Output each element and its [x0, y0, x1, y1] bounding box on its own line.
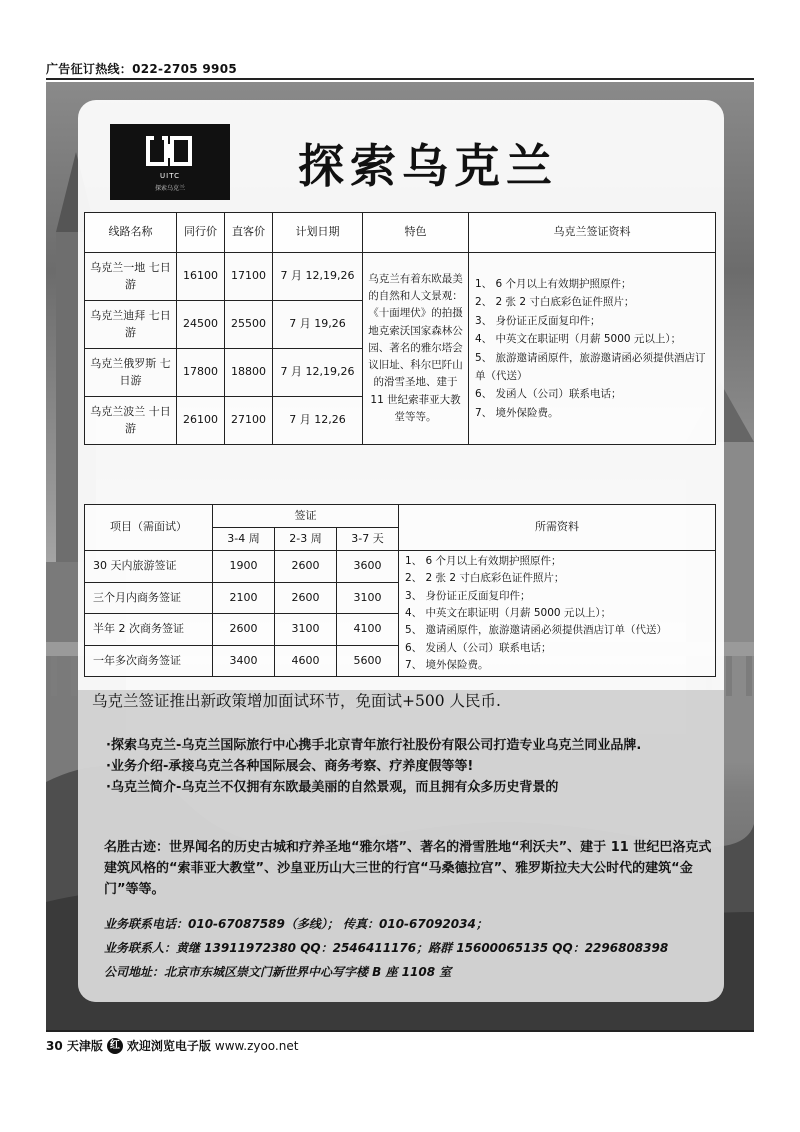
table-row — [85, 253, 716, 301]
route-peer-price: 17800 — [177, 349, 225, 397]
route-peer-price: 24500 — [177, 301, 225, 349]
logo-mark-icon — [146, 134, 194, 170]
header-visa: 签证 — [213, 505, 399, 528]
route-dates: 7 月 12,26 — [273, 397, 363, 445]
visa-doc-item: 1、 6 个月以上有效期护照原件； — [475, 278, 632, 290]
doc-item: 2、 2 张 2 寸白底彩色证件照片； — [405, 572, 565, 585]
route-direct-price: 25500 — [225, 301, 273, 349]
required-docs — [399, 551, 716, 677]
routes-table — [84, 212, 716, 445]
header-direct-price: 直客价 — [225, 213, 273, 253]
footer-text: 欢迎浏览电子版 — [126, 1039, 211, 1053]
route-name: 乌克兰迪拜 七日游 — [85, 301, 177, 349]
visa-price: 3600 — [337, 551, 399, 583]
contact-address: 公司地址：北京市东城区崇文门新世界中心写字楼 B 座 1108 室 — [104, 965, 452, 979]
visa-price: 3400 — [213, 645, 275, 677]
doc-item: 6、 发函人（公司）联系电话； — [405, 641, 552, 654]
bullet-item: ·乌克兰简介-乌克兰不仅拥有东欧最美丽的自然景观，而且拥有众多历史背景的 — [106, 779, 559, 795]
doc-item: 4、 中英文在职证明（月薪 5000 元以上）； — [405, 606, 612, 619]
header-features: 特色 — [363, 213, 469, 253]
ad-hotline: 广告征订热线：022-2705 9905 — [46, 62, 238, 76]
footer-page: 30 天津版 — [46, 1039, 103, 1053]
visa-policy-notice: 乌克兰签证推出新政策增加面试环节，免面试+500 人民币. — [92, 692, 501, 710]
logo-text-cn: 探索乌克兰 — [154, 185, 185, 192]
visa-price: 2100 — [213, 582, 275, 614]
visa-price: 2600 — [213, 614, 275, 646]
header-dates: 计划日期 — [273, 213, 363, 253]
visa-doc-item: 2、 2 张 2 寸白底彩色证件照片； — [475, 296, 635, 309]
visa-doc-item: 7、 境外保险费。 — [475, 406, 559, 419]
header-route-name: 线路名称 — [85, 213, 177, 253]
contact-phone: 业务联系电话：010-67087589（多线）； 传真：010-67092034； — [104, 917, 488, 931]
route-visa-docs — [469, 253, 716, 445]
route-peer-price: 26100 — [177, 397, 225, 445]
visa-price: 2600 — [275, 582, 337, 614]
header-item: 项目（需面试） — [85, 505, 213, 551]
visa-type: 三个月内商务签证 — [85, 582, 213, 614]
page-title: 探索乌克兰 — [298, 139, 558, 193]
visa-price: 3100 — [275, 614, 337, 646]
uitc-logo — [110, 124, 230, 200]
visa-table — [84, 504, 716, 677]
table-row — [85, 551, 716, 583]
bullet-item: ·业务介绍-承接乌克兰各种国际展会、商务考察、疗养度假等等! — [106, 758, 474, 774]
doc-item: 1、 6 个月以上有效期护照原件； — [405, 555, 562, 567]
visa-price: 3100 — [337, 582, 399, 614]
route-direct-price: 27100 — [225, 397, 273, 445]
route-name: 乌克兰波兰 十日游 — [85, 397, 177, 445]
landmarks-paragraph: 名胜古迹：世界闻名的历史古城和疗养圣地“雅尔塔”、著名的滑雪胜地“利沃夫”、建于 11 世纪巴洛克式建筑风格的“索菲亚大教堂”、沙皇亚历山大三世的行宫“马桑德拉宫”、雅罗斯拉夫大公时代的建筑“金门”等等。 — [104, 840, 712, 897]
visa-doc-item: 3、 身份证正反面复印件； — [475, 314, 601, 327]
header-peer-price: 同行价 — [177, 213, 225, 253]
visa-price: 5600 — [337, 645, 399, 677]
route-peer-price: 16100 — [177, 253, 225, 301]
period-header: 2-3 周 — [275, 528, 337, 551]
visa-price: 1900 — [213, 551, 275, 583]
header-visa-docs: 乌克兰签证资料 — [469, 213, 716, 253]
visa-doc-item: 6、 发函人（公司）联系电话； — [475, 388, 622, 401]
route-name: 乌克兰一地 七日游 — [85, 253, 177, 301]
top-rule — [46, 78, 754, 80]
badge-icon: 红 — [107, 1038, 123, 1054]
route-features: 乌克兰有着东欧最美的自然和人文景观：《十面埋伏》的拍摄地克索沃国家森林公园、著名的雅尔塔会议旧址、科尔巴阡山的滑雪圣地、建于 11 世纪索菲亚大教堂等等。 — [363, 253, 469, 445]
footer-url[interactable]: www.zyoo.net — [214, 1038, 299, 1053]
route-name: 乌克兰俄罗斯 七日游 — [85, 349, 177, 397]
route-dates: 7 月 19,26 — [273, 301, 363, 349]
visa-type: 一年多次商务签证 — [85, 645, 213, 677]
visa-price: 2600 — [275, 551, 337, 583]
bottom-rule — [46, 1030, 754, 1032]
visa-price: 4600 — [275, 645, 337, 677]
contact-people: 业务联系人：黄继 13911972380 QQ：2546411176；路群 15600065135 QQ：2296808398 — [104, 941, 669, 955]
period-header: 3-7 天 — [337, 528, 399, 551]
contact-info — [104, 912, 716, 984]
doc-item: 7、 境外保险费。 — [405, 658, 489, 671]
route-direct-price: 18800 — [225, 349, 273, 397]
doc-item: 3、 身份证正反面复印件； — [405, 589, 531, 602]
route-direct-price: 17100 — [225, 253, 273, 301]
bullet-item: ·探索乌克兰-乌克兰国际旅行中心携手北京青年旅行社股份有限公司打造专业乌克兰同业品牌. — [106, 738, 642, 753]
intro-bullets — [106, 736, 710, 798]
route-dates: 7 月 12,19,26 — [273, 349, 363, 397]
header-docs: 所需资料 — [399, 505, 716, 551]
visa-price: 4100 — [337, 614, 399, 646]
visa-type: 30 天内旅游签证 — [85, 551, 213, 583]
visa-doc-item: 4、 中英文在职证明（月薪 5000 元以上）； — [475, 333, 682, 346]
route-dates: 7 月 12,19,26 — [273, 253, 363, 301]
page-footer — [46, 1037, 298, 1054]
visa-type: 半年 2 次商务签证 — [85, 614, 213, 646]
logo-text-en: UITC — [160, 172, 180, 180]
doc-item: 5、 邀请函原件，旅游邀请函必须提供酒店订单（代送） — [405, 624, 668, 637]
visa-doc-item: 5、 旅游邀请函原件，旅游邀请函必须提供酒店订单（代送） — [475, 351, 706, 382]
period-header: 3-4 周 — [213, 528, 275, 551]
